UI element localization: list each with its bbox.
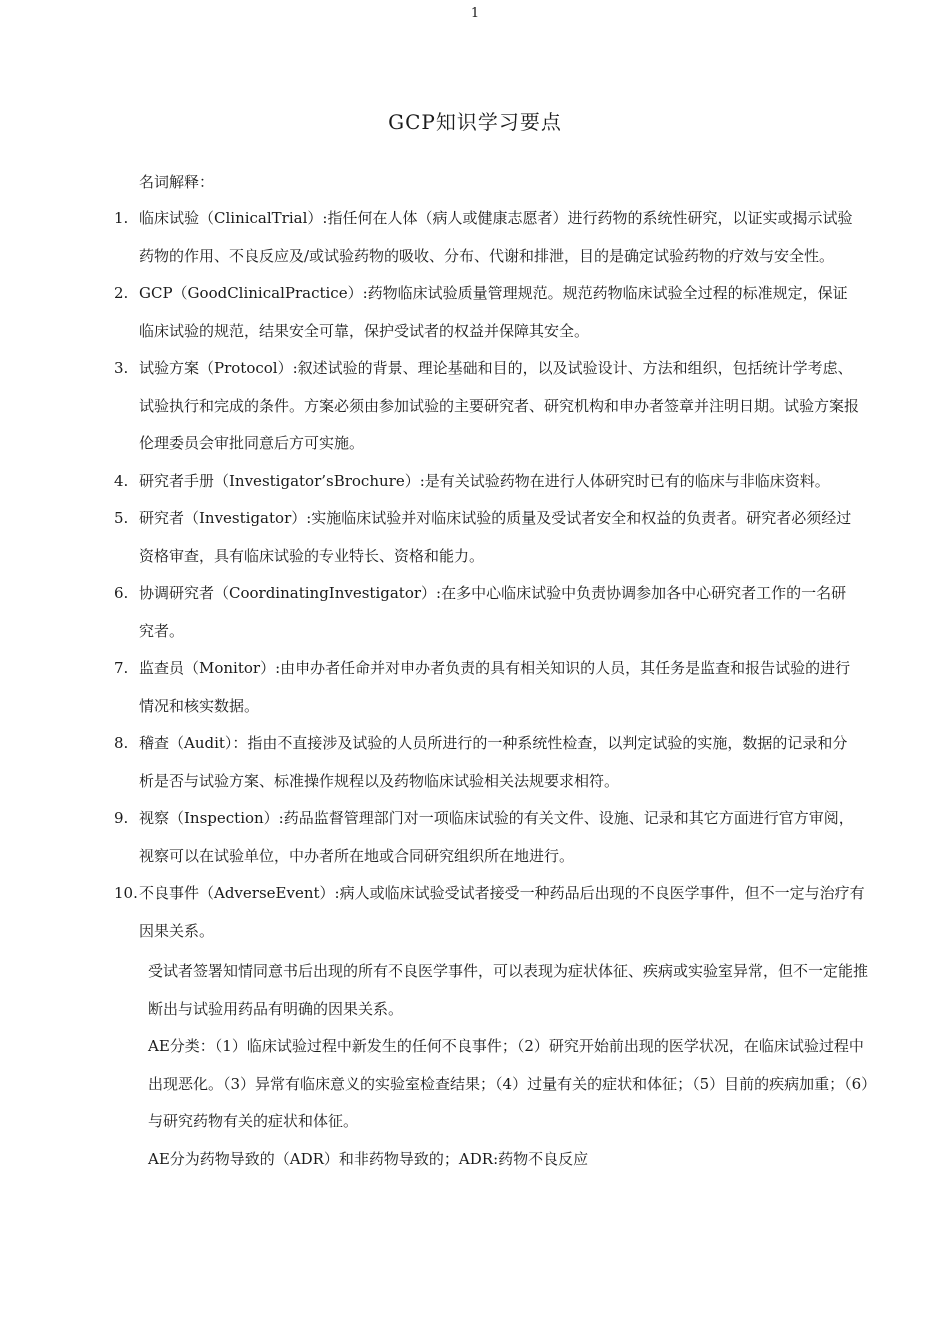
item-number: 10. bbox=[114, 884, 138, 902]
item-text: 研究者手册（Investigator’sBrochure）:是有关试验药物在进行人体研究时已有的临床与非临床资料。 bbox=[139, 471, 830, 490]
list-item bbox=[114, 800, 874, 875]
item-number: 6. bbox=[114, 584, 129, 602]
ae-adr-paragraph: AE分为药物导致的（ADR）和非药物导致的；ADR:药物不良反应 bbox=[148, 1149, 589, 1168]
list-item bbox=[114, 575, 874, 650]
item-number: 1. bbox=[114, 209, 129, 227]
item-number: 7. bbox=[114, 659, 129, 677]
item-text: GCP（GoodClinicalPractice）:药物临床试验质量管理规范。规范药物临床试验全过程的标准规定，保证临床试验的规范，结果安全可靠，保护受试者的权益并保障其安全。 bbox=[139, 284, 848, 340]
item-number: 5. bbox=[114, 509, 129, 527]
item-text: 不良事件（AdverseEvent）:病人或临床试验受试者接受一种药品后出现的不良医学事件，但不一定与治疗有因果关系。 bbox=[139, 884, 865, 940]
list-item bbox=[114, 500, 874, 575]
item-text: 临床试验（ClinicalTrial）:指任何在人体（病人或健康志愿者）进行药物的系统性研究，以证实或揭示试验药物的作用、不良反应及/或试验药物的吸收、分布、代谢和排泄，目的是确定试验药物的疗效与安全性。 bbox=[139, 209, 853, 265]
list-item bbox=[114, 725, 874, 800]
item-text: 试验方案（Protocol）:叙述试验的背景、理论基础和目的，以及试验设计、方法和组织，包括统计学考虑、试验执行和完成的条件。方案必须由参加试验的主要研究者、研究机构和申办者签章并注明日期。试验方案报伦理委员会审批同意后方可实施。 bbox=[139, 359, 860, 452]
ae-description-paragraph: 受试者签署知情同意书后出现的所有不良医学事件，可以表现为症状体征、疾病或实验室异常，但不一定能推断出与试验用药品有明确的因果关系。 bbox=[148, 962, 869, 1018]
item-text: 视察（Inspection）:药品监督管理部门对一项临床试验的有关文件、设施、记录和其它方面进行官方审阅，视察可以在试验单位，中办者所在地或合同研究组织所在地进行。 bbox=[139, 809, 854, 865]
item-number: 3. bbox=[114, 359, 129, 377]
list-item bbox=[114, 275, 874, 350]
item-text: 监查员（Monitor）:由申办者任命并对申办者负责的具有相关知识的人员，其任务是监查和报告试验的进行情况和核实数据。 bbox=[139, 659, 851, 715]
list-item bbox=[114, 350, 874, 463]
section-label: 名词解释： bbox=[139, 173, 215, 191]
page-title: GCP知识学习要点 bbox=[388, 110, 562, 134]
item-number: 4. bbox=[114, 471, 129, 490]
page-number: 1 bbox=[470, 6, 480, 21]
item-number: 9. bbox=[114, 809, 129, 827]
list-item bbox=[114, 463, 874, 501]
list-item bbox=[114, 875, 874, 950]
definition-list bbox=[114, 200, 874, 1178]
ae-classification-paragraph: AE分类：（1）临床试验过程中新发生的任何不良事件；（2）研究开始前出现的医学状况，在临床试验过程中出现恶化。（3）异常有临床意义的实验室检查结果；（4）过量有关的症状和体征；（5）目前的疾病加重；（6）与研究药物有关的症状和体征。 bbox=[148, 1037, 869, 1130]
item-number: 2. bbox=[114, 284, 129, 302]
list-item bbox=[114, 200, 874, 275]
list-item bbox=[114, 650, 874, 725]
item-text: 协调研究者（CoordinatingInvestigator）:在多中心临床试验中负责协调参加各中心研究者工作的一名研究者。 bbox=[139, 584, 847, 640]
item-text: 稽查（Audit）：指由不直接涉及试验的人员所进行的一种系统性检查，以判定试验的实施，数据的记录和分析是否与试验方案、标准操作规程以及药物临床试验相关法规要求相符。 bbox=[139, 734, 848, 790]
item-text: 研究者（Investigator）:实施临床试验并对临床试验的质量及受试者安全和权益的负责者。研究者必须经过资格审查，具有临床试验的专业特长、资格和能力。 bbox=[139, 509, 852, 565]
item-number: 8. bbox=[114, 734, 129, 752]
